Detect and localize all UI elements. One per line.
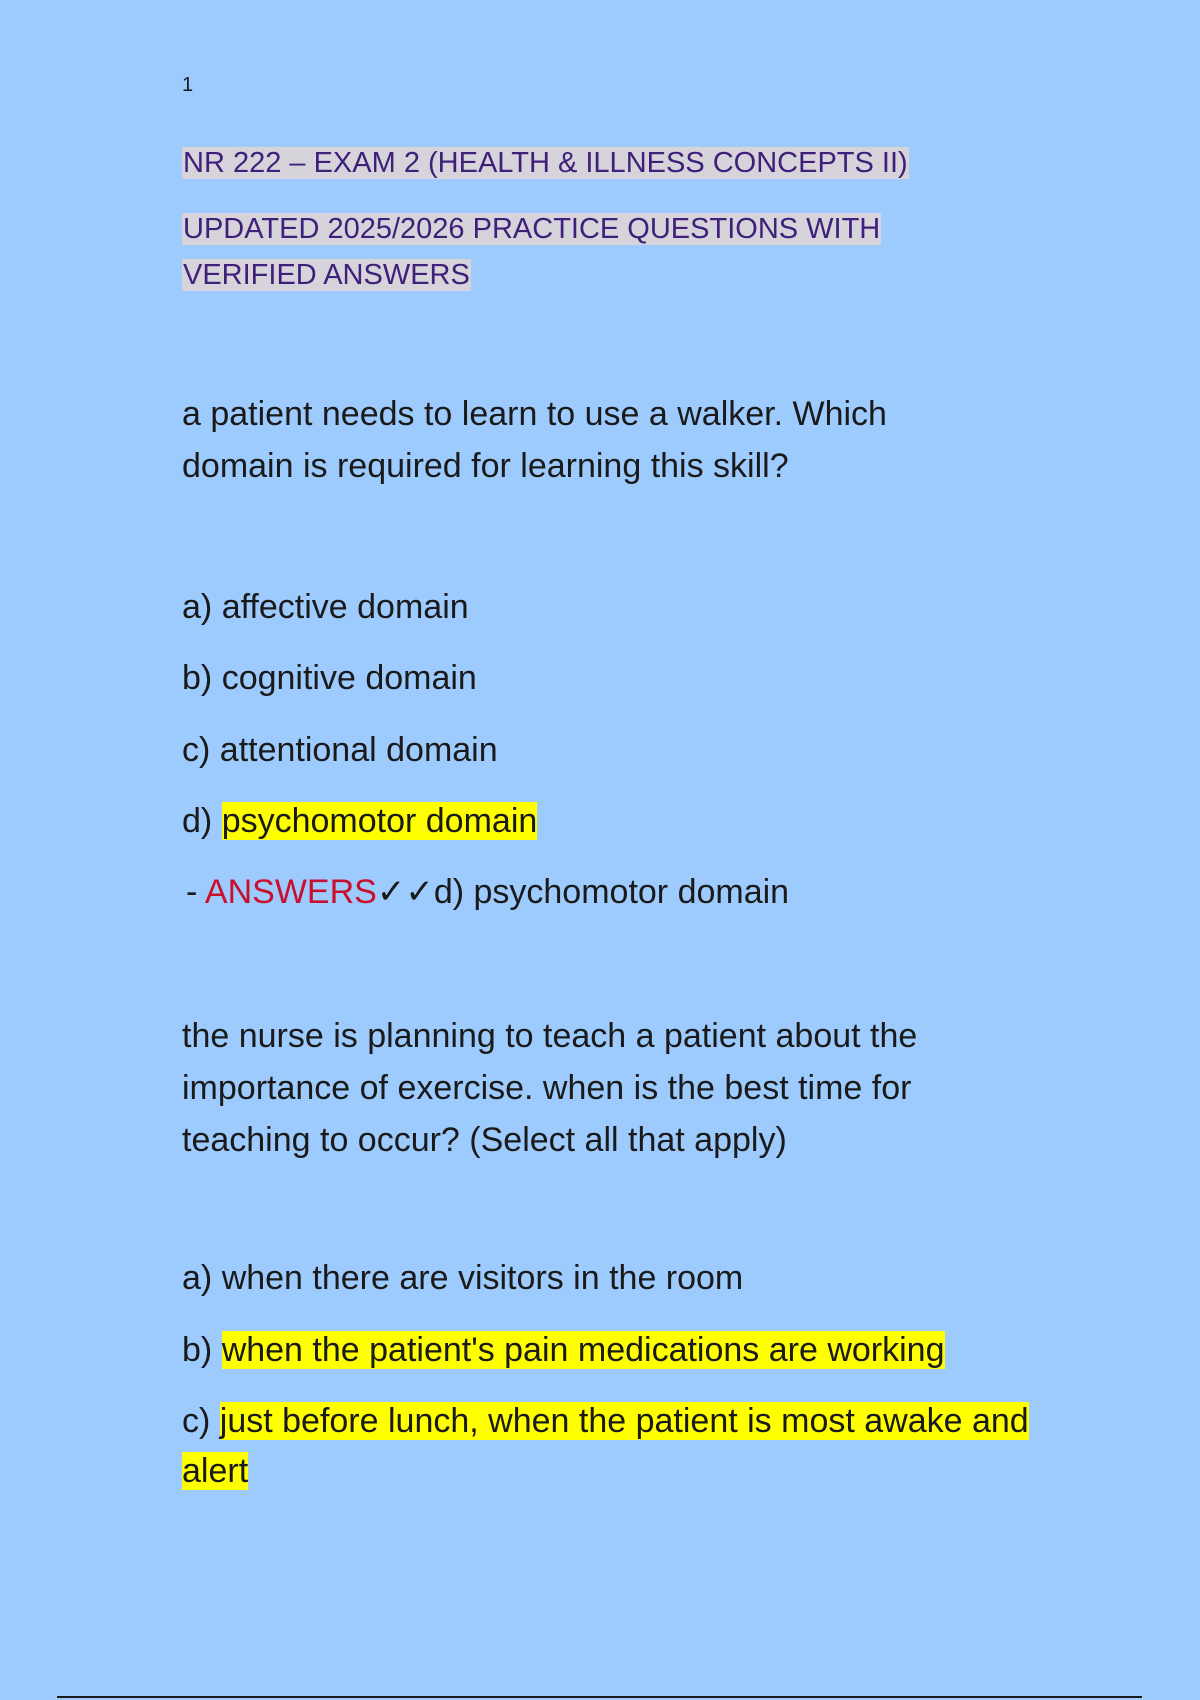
option-letter: a) [182,588,213,626]
document-title-line-1 [182,140,1062,186]
question-1-option-d [182,796,1042,846]
option-letter: c) [182,731,211,769]
answer-prefix: - [186,873,205,911]
option-text-highlighted: when the patient's pain medications are working [221,1331,945,1369]
page-number: 1 [182,74,194,96]
option-text: when there are visitors in the room [221,1259,744,1297]
question-2-option-a [182,1253,1042,1303]
title-line-3-text: VERIFIED ANSWERS [183,259,470,291]
option-letter: c) [182,1402,211,1440]
question-1-option-b [182,653,1042,703]
question-1-option-c [182,725,1042,775]
option-text: affective domain [221,588,469,626]
answer-check-icon: ✓✓ [376,873,434,911]
question-1-answer-line [186,867,1046,917]
title-line-2-text: UPDATED 2025/2026 PRACTICE QUESTIONS WITH [183,213,881,245]
option-text: attentional domain [219,731,498,769]
question-2-text: the nurse is planning to teach a patient about the importance of exercise. when is the best time for teaching to occur? (Select all that apply) [182,1017,918,1159]
question-1-text: a patient needs to learn to use a walker. Which domain is required for learning this skill? [182,395,887,485]
document-title-line-3 [182,252,1062,298]
option-text-highlighted: just before lunch, when the patient is most awake and alert [182,1402,1029,1490]
option-text: cognitive domain [221,659,477,697]
option-text-highlighted: psychomotor domain [221,802,538,840]
question-2-option-b [182,1325,1042,1375]
option-letter: b) [182,1331,213,1369]
option-letter: a) [182,1259,213,1297]
title-line-1-text: NR 222 – EXAM 2 (HEALTH & ILLNESS CONCEPTS II) [183,147,908,179]
answer-text: d) psychomotor domain [433,873,790,911]
page-bottom-divider [57,1696,1142,1698]
question-1-option-a [182,582,1042,632]
question-2-option-c [182,1396,1032,1496]
option-letter: b) [182,659,213,697]
answer-tag: ANSWERS [204,873,377,911]
option-letter: d) [182,802,213,840]
document-title-line-2 [182,206,1062,252]
